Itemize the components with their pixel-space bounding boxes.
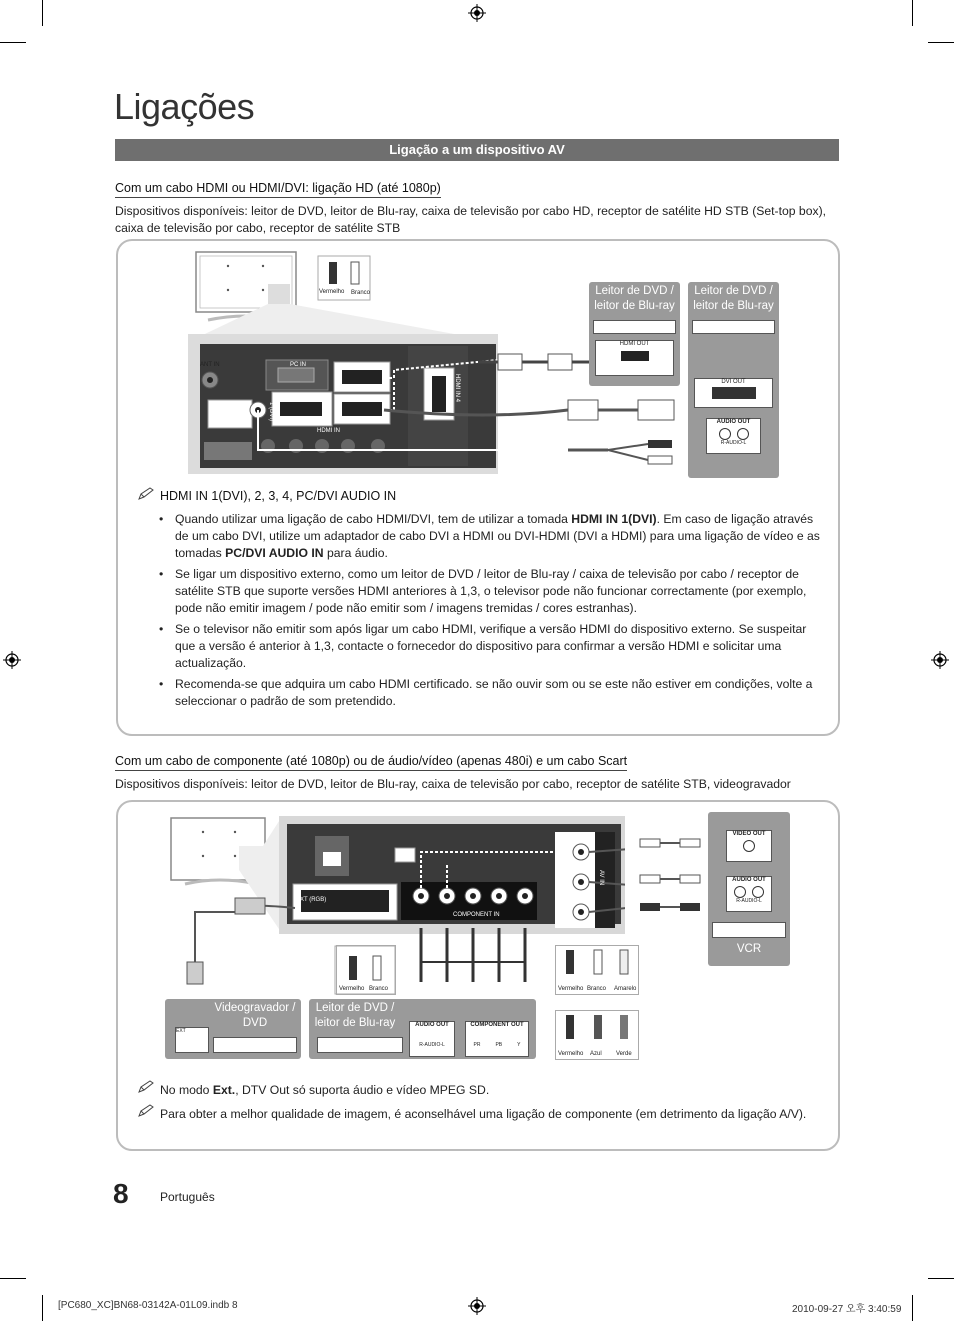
registration-mark-icon	[468, 1297, 486, 1315]
registration-mark-icon	[3, 651, 21, 669]
section1-devices: Dispositivos disponíveis: leitor de DVD, leitor de Blu-ray, caixa de televisão por cabo HD, receptor de satélite HD STB (Set-top box), caixa de televisão por cabo, receptor de satélite STB	[115, 204, 827, 235]
note-pencil-icon	[137, 487, 155, 501]
player-icon	[593, 320, 676, 334]
cable-red-label: Vermelho	[319, 289, 345, 295]
av-in-label: AV IN	[598, 870, 604, 886]
crop-mark	[0, 42, 26, 43]
section-bar: Ligação a um dispositivo AV	[115, 139, 839, 161]
list-item: • Se ligar um dispositivo externo, como um leitor de DVD / leitor de Blu-ray / caixa de televisão por cabo / receptor de satélite STB que suporte versões HDMI anteriores à 1,3, o televisor pode não funcionar correctamente (por exemplo, pode não emitir imagem / pode não emitir som / imagens tremidas / cores estranhas).	[159, 567, 807, 615]
audio-out-port: AUDIO OUT R-AUDIO-L	[726, 876, 772, 912]
dvi-port-icon	[712, 387, 756, 399]
hdmi-port-icon	[621, 351, 649, 361]
player-icon	[692, 320, 775, 334]
rca-jack-icon	[752, 886, 764, 898]
crop-mark	[928, 42, 954, 43]
list-item: • Se o televisor não emitir som após ligar um cabo HDMI, verifique a versão HDMI do dispositivo externo. Se suspeitar que a versão é anterior à 1,3, contacte o fornecedor do dispositivo para confirmar a versão HDMI e solicitar uma actualização.	[159, 622, 807, 670]
note-pencil-icon	[137, 1104, 155, 1118]
page-number: 8	[113, 1178, 129, 1209]
rca-plugs-vcr-cable	[630, 835, 708, 915]
vcr-label: VCR	[736, 943, 762, 955]
note-pencil-icon	[137, 1080, 155, 1094]
dvd-bluray-label: Leitor de DVD / leitor de Blu-ray	[314, 1002, 396, 1029]
hdmi-out-port	[595, 340, 674, 376]
plug-legend-av: Vermelho Branco Amarelo	[555, 945, 639, 995]
ext-rgb-label: EXT (RGB)	[296, 897, 327, 903]
cable-white-label: Branco	[351, 290, 371, 296]
page-title: Ligações	[114, 86, 255, 127]
audio-out-port	[706, 418, 761, 454]
hdmi-in-label: HDMI IN	[317, 428, 340, 434]
player-icon	[213, 1037, 297, 1053]
plug-legend-component: Vermelho Azul Verde	[555, 1010, 639, 1060]
footer-file-info: [PC680_XC]BN68-03142A-01L09.indb 8	[58, 1300, 238, 1311]
rca-jack-icon	[737, 428, 749, 440]
crop-mark	[928, 1278, 954, 1279]
vcr-dvd-box	[165, 999, 301, 1059]
plug-legend-audio: Vermelho Branco	[336, 945, 396, 995]
note-heading: HDMI IN 1(DVI), 2, 3, 4, PC/DVI AUDIO IN	[160, 489, 397, 503]
hdmi-in-4-label: HDMI IN 4	[454, 374, 460, 403]
one-dvi-label: 1 (DVI)	[268, 402, 274, 422]
dvi-out-port	[694, 378, 773, 408]
hdmi-out-label: HDMI OUT	[619, 341, 650, 347]
rca-jack-icon	[743, 840, 755, 852]
crop-mark	[912, 0, 913, 26]
player-icon	[317, 1037, 403, 1053]
vcr-dvd-label: Videogravador / DVD	[214, 1002, 296, 1029]
video-out-port	[726, 830, 772, 862]
audio-rl-label: R-AUDIO-L	[720, 440, 747, 446]
crop-mark	[42, 1295, 43, 1321]
video-out-label: VIDEO OUT	[732, 831, 766, 837]
language-label: Português	[160, 1190, 215, 1204]
crop-mark	[912, 1295, 913, 1321]
vcr-icon	[712, 922, 786, 938]
list-item: • Quando utilizar uma ligação de cabo HDMI/DVI, tem de utilizar a tomada HDMI IN 1(DVI). Em caso de ligação através de um cabo DVI, utilize um adaptador de cabo DVI a HDMI ou DVI-HDMI (DVI a HDMI) para uma ligação de vídeo e as tomadas PC/DVI AUDIO IN para áudio.	[159, 512, 820, 560]
pc-dvi-audio-in-label: PC / DVI AUDIO IN	[214, 404, 242, 416]
list-item: • Recomenda-se que adquira um cabo HDMI certificado. se não ouvir som ou se este não estiver em condições, volte a seleccionar o padrão de som pretendido.	[159, 677, 813, 708]
crop-mark	[0, 1278, 26, 1279]
ant-in-label: ANT IN	[200, 362, 220, 368]
rca-jack-icon	[734, 886, 746, 898]
pc-in-label: PC IN	[290, 362, 307, 368]
section1-heading: Com um cabo HDMI ou HDMI/DVI: ligação HD (até 1080p)	[115, 181, 441, 198]
footer-timestamp: 2010-09-27 오후 3:40:59	[792, 1304, 902, 1315]
rca-jack-icon	[719, 428, 731, 440]
section2-devices: Dispositivos disponíveis: leitor de DVD, leitor de Blu-ray, caixa de televisão por cabo, receptor de satélite STB, videogravador	[115, 777, 791, 791]
section2-heading: Com um cabo de componente (até 1080p) ou de áudio/vídeo (apenas 480i) e um cabo Scart	[115, 754, 627, 771]
rca-plugs-icon	[556, 1011, 638, 1045]
device1-box	[589, 282, 680, 386]
note-ext-mode: No modo Ext., DTV Out só suporta áudio e vídeo MPEG SD.	[160, 1083, 490, 1097]
crop-mark	[42, 0, 43, 26]
component-out-port: COMPONENT OUT PR PB Y	[465, 1021, 529, 1057]
note-component: Para obter a melhor qualidade de imagem, é aconselhável uma ligação de componente (em detrimento da ligação A/V).	[160, 1107, 807, 1121]
dvd-bluray-box	[309, 999, 536, 1059]
component-in-label: COMPONENT IN	[453, 912, 500, 918]
audio-out-port: AUDIO OUT R-AUDIO-L	[409, 1021, 455, 1057]
registration-mark-icon	[931, 651, 949, 669]
bullet-list	[159, 511, 821, 714]
audio-out-label: AUDIO OUT	[732, 877, 766, 883]
rca-plugs-icon	[556, 946, 638, 980]
device2-box	[688, 282, 779, 478]
device2-label: Leitor de DVD / leitor de Blu-ray	[693, 285, 774, 312]
vcr-box	[708, 812, 790, 966]
device1-label: Leitor de DVD / leitor de Blu-ray	[594, 285, 675, 312]
audio-out-label: AUDIO OUT	[716, 419, 751, 425]
ext-port: EXT	[175, 1027, 209, 1053]
registration-mark-icon	[468, 4, 486, 22]
dvi-out-label: DVI OUT	[721, 379, 746, 385]
